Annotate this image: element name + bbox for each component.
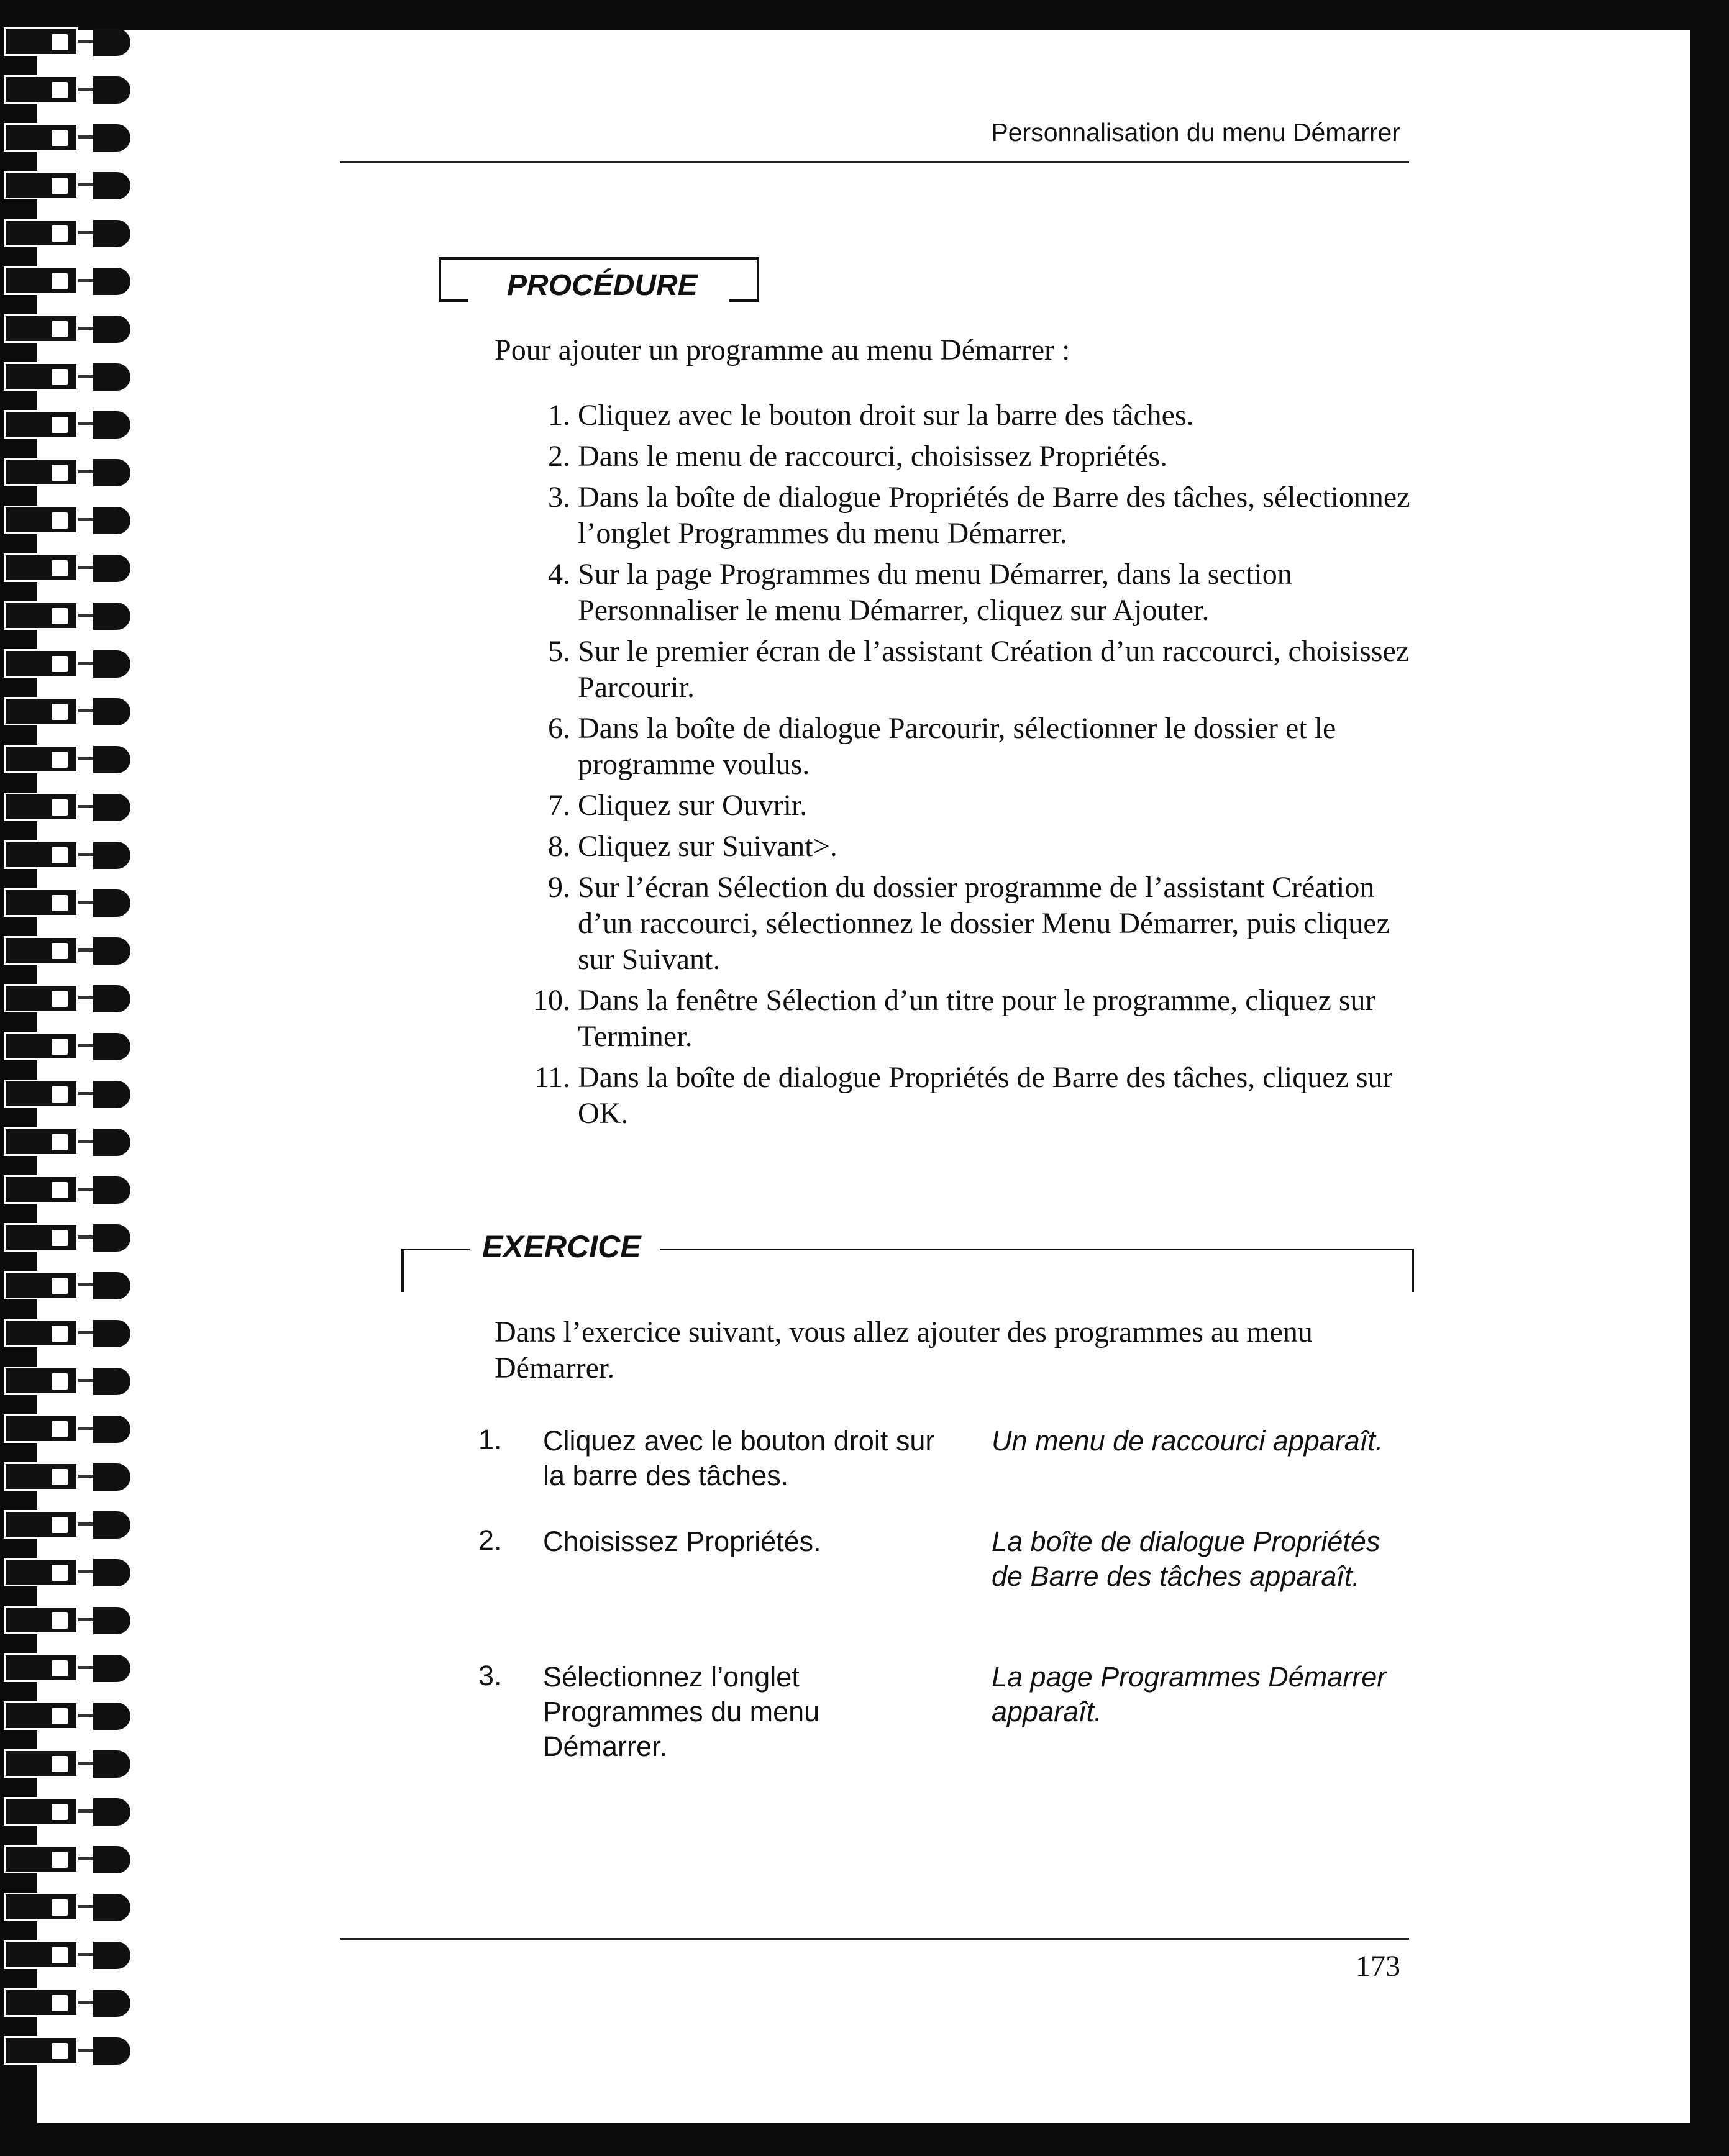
procedure-step xyxy=(516,711,1423,783)
procedure-step xyxy=(516,788,1423,824)
binding-ring xyxy=(0,168,155,206)
exercise-frame-top-right xyxy=(660,1249,1414,1250)
procedure-step xyxy=(516,1060,1423,1132)
procedure-step xyxy=(516,398,1423,434)
binding-ring xyxy=(0,1125,155,1162)
binding-ring xyxy=(0,1029,155,1067)
binding-ring xyxy=(0,503,155,540)
procedure-step xyxy=(516,480,1423,552)
step-number: 6. xyxy=(548,712,570,745)
binding-ring xyxy=(0,934,155,971)
binding-ring xyxy=(0,981,155,1019)
header-rule xyxy=(340,161,1409,163)
binding-ring xyxy=(0,838,155,875)
exercise-intro: Dans l’exercice suivant, vous allez ajouter des programmes au menu Démarrer. xyxy=(495,1316,1313,1385)
binding-ring xyxy=(0,1221,155,1258)
procedure-step xyxy=(516,870,1423,978)
binding-ring xyxy=(0,1555,155,1593)
step-number: 11. xyxy=(534,1061,570,1094)
step-text: Dans la boîte de dialogue Propriétés de Barre des tâches, sélectionnez l’onglet Programmes du menu Démarrer. xyxy=(578,481,1410,550)
binding-ring xyxy=(0,1603,155,1640)
step-number: 4. xyxy=(548,558,570,591)
step-number: 3. xyxy=(548,481,570,514)
binding-ring xyxy=(0,25,155,62)
step-number: 10. xyxy=(533,984,570,1017)
step-text: Cliquez sur Suivant>. xyxy=(578,830,837,863)
exercise-row-action: Cliquez avec le bouton droit sur la barre des tâches. xyxy=(543,1425,935,1491)
binding-ring xyxy=(0,121,155,158)
binding-ring xyxy=(0,1173,155,1210)
binding-ring xyxy=(0,312,155,349)
binding-ring xyxy=(0,1364,155,1401)
step-number: 9. xyxy=(548,871,570,904)
binding-ring xyxy=(0,886,155,923)
binding-ring xyxy=(0,790,155,827)
exercise-row-number: 3. xyxy=(478,1660,502,1691)
procedure-step xyxy=(516,983,1423,1055)
step-number: 7. xyxy=(548,789,570,822)
step-number: 8. xyxy=(548,830,570,863)
step-text: Sur l’écran Sélection du dossier programme de l’assistant Création d’un raccourci, sélectionnez le dossier Menu Démarrer, puis cliquez sur Suivant. xyxy=(578,871,1390,976)
binding-ring xyxy=(0,264,155,301)
binding-ring xyxy=(0,647,155,684)
exercise-frame-top-left xyxy=(401,1249,470,1250)
exercise-row-result: Un menu de raccourci apparaît. xyxy=(992,1425,1384,1457)
procedure-intro: Pour ajouter un programme au menu Démarrer : xyxy=(495,334,1070,366)
binding-ring xyxy=(0,1699,155,1736)
exercise-title: EXERCICE xyxy=(482,1229,641,1264)
binding-ring xyxy=(0,1747,155,1784)
footer-rule xyxy=(340,1938,1409,1940)
page-number: 173 xyxy=(1356,1950,1400,1983)
exercise-row-result: La page Programmes Démarrer apparaît. xyxy=(992,1661,1387,1727)
binding-ring xyxy=(0,2034,155,2071)
step-text: Dans la fenêtre Sélection d’un titre pour le programme, cliquez sur Terminer. xyxy=(578,984,1375,1053)
binding-ring xyxy=(0,599,155,636)
step-text: Cliquez avec le bouton droit sur la barre des tâches. xyxy=(578,399,1194,432)
binding-ring xyxy=(0,1268,155,1306)
step-number: 2. xyxy=(548,440,570,473)
step-text: Dans la boîte de dialogue Parcourir, sélectionner le dossier et le programme voulus. xyxy=(578,712,1336,781)
binding-ring xyxy=(0,360,155,397)
procedure-step xyxy=(516,829,1423,865)
binding-ring xyxy=(0,73,155,110)
step-text: Dans le menu de raccourci, choisissez Propriétés. xyxy=(578,440,1168,473)
exercise-row-action: Choisissez Propriétés. xyxy=(543,1526,821,1557)
procedure-step xyxy=(516,439,1423,475)
running-header: Personnalisation du menu Démarrer xyxy=(991,118,1400,147)
binding-ring xyxy=(0,1412,155,1449)
procedure-step xyxy=(516,557,1423,629)
step-text: Cliquez sur Ouvrir. xyxy=(578,789,808,822)
binding-ring xyxy=(0,1890,155,1927)
exercise-row-number: 2. xyxy=(478,1524,502,1556)
binding-ring xyxy=(0,1842,155,1880)
step-text: Sur le premier écran de l’assistant Création d’un raccourci, choisissez Parcourir. xyxy=(578,635,1410,704)
exercise-row-action: Sélectionnez l’onglet Programmes du menu Démarrer. xyxy=(543,1661,820,1762)
exercise-frame-right xyxy=(1412,1249,1414,1292)
procedure-steps xyxy=(516,398,1423,1137)
binding-ring xyxy=(0,216,155,253)
step-number: 1. xyxy=(548,399,570,432)
binding-ring xyxy=(0,1077,155,1114)
binding-ring xyxy=(0,1651,155,1688)
step-text: Dans la boîte de dialogue Propriétés de Barre des tâches, cliquez sur OK. xyxy=(578,1061,1393,1130)
step-text: Sur la page Programmes du menu Démarrer, dans la section Personnaliser le menu Démarrer, cliquez sur Ajouter. xyxy=(578,558,1292,627)
step-number: 5. xyxy=(548,635,570,668)
exercise-row-number: 1. xyxy=(478,1424,502,1455)
binding-ring xyxy=(0,551,155,588)
binding-ring xyxy=(0,1794,155,1832)
exercise-row-result: La boîte de dialogue Propriétés de Barre des tâches apparaît. xyxy=(992,1526,1380,1592)
exercise-frame-left xyxy=(401,1249,404,1292)
procedure-title: PROCÉDURE xyxy=(507,269,698,302)
procedure-step xyxy=(516,634,1423,706)
binding-ring xyxy=(0,742,155,780)
binding-ring xyxy=(0,1986,155,2023)
binding-ring xyxy=(0,1508,155,1545)
binding-ring xyxy=(0,694,155,732)
spiral-binding xyxy=(0,25,162,2124)
binding-ring xyxy=(0,455,155,493)
binding-ring xyxy=(0,1460,155,1497)
binding-ring xyxy=(0,407,155,445)
binding-ring xyxy=(0,1316,155,1353)
binding-ring xyxy=(0,1938,155,1975)
